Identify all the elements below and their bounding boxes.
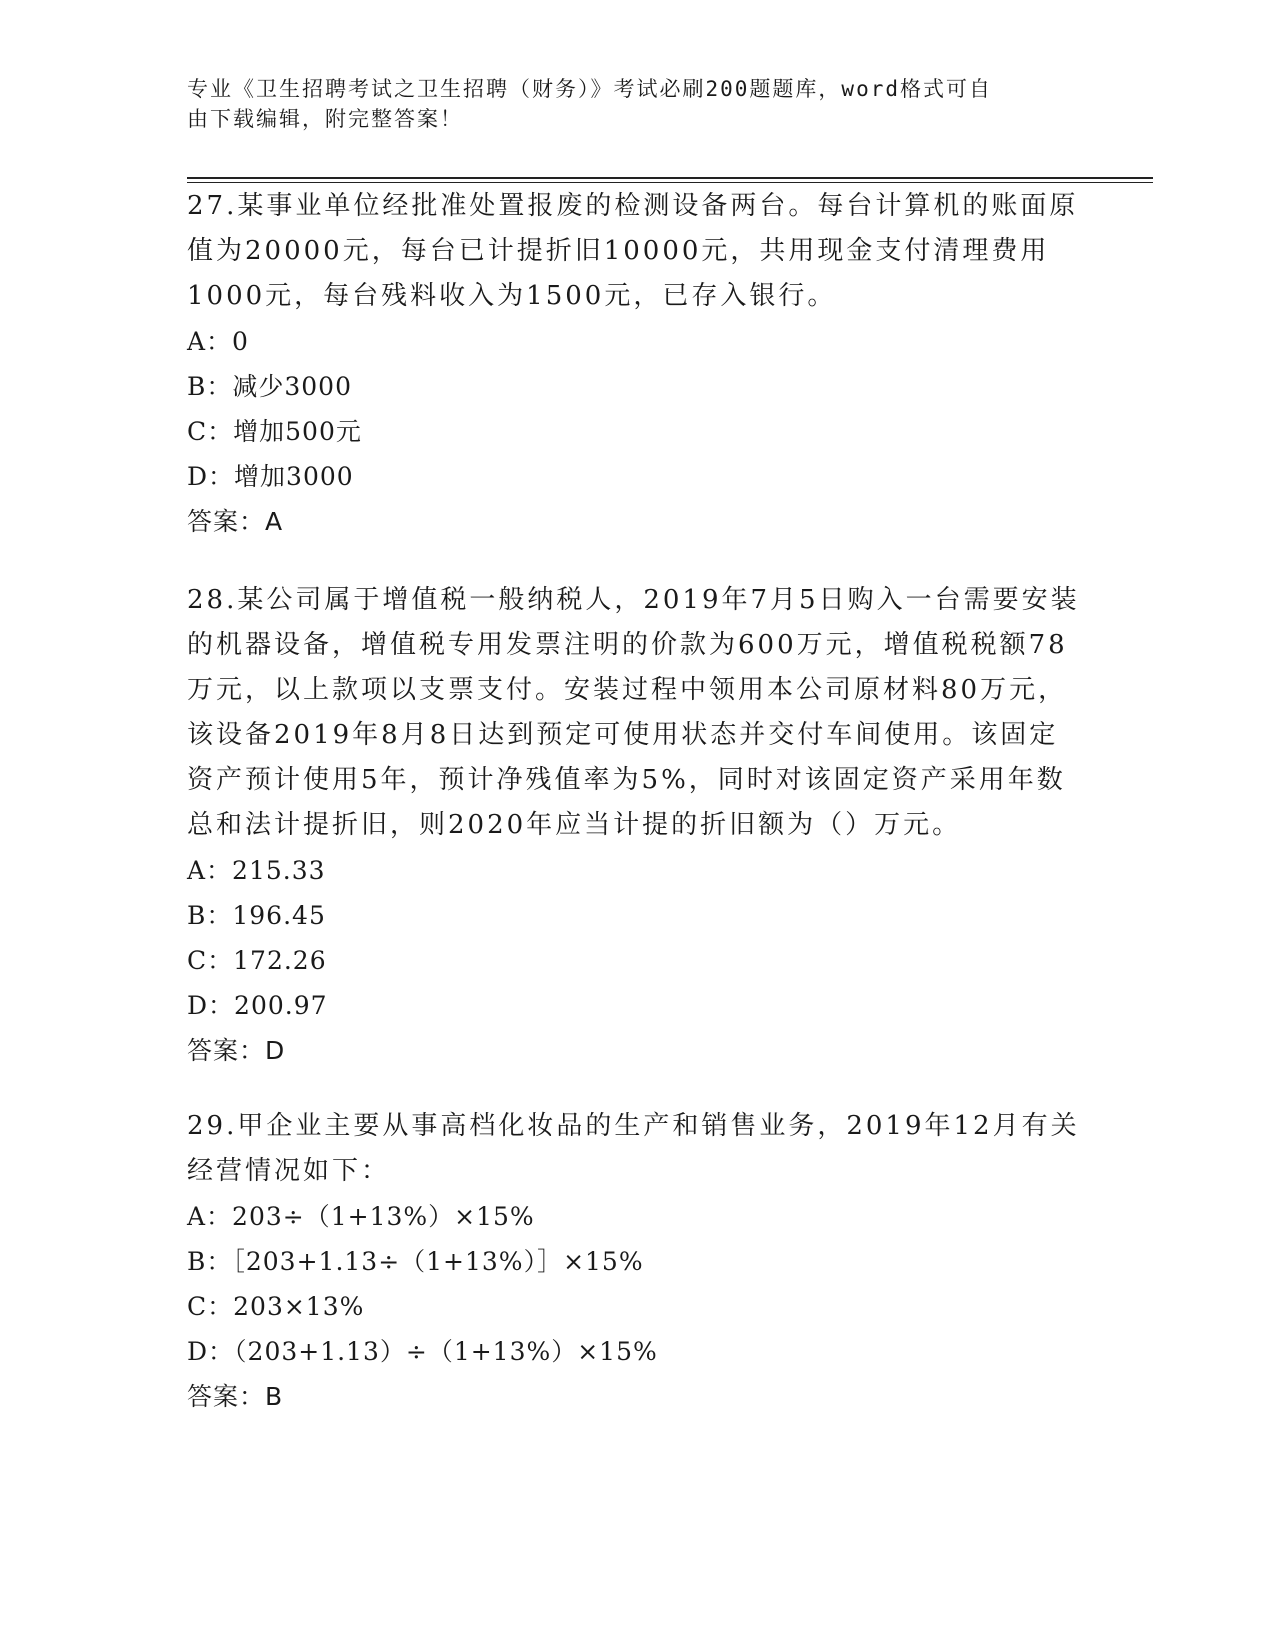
question-27 [187,184,1087,544]
question-stem-line: 总和法计提折旧，则2020年应当计提的折旧额为（）万元。 [187,810,962,840]
option-c: C：203×13% [187,1292,365,1321]
question-28 [187,578,1087,1073]
question-stem-line: 经营情况如下： [187,1156,391,1186]
answer-value: A [265,507,284,536]
option-b: B：［203+1.13÷（1+13%）］×15% [187,1247,644,1276]
option-c: C：增加500元 [187,417,362,446]
document-header [187,74,1067,134]
answer-label: 答案： [187,1382,266,1411]
answer-value: D [265,1036,286,1065]
answer-label: 答案： [187,507,266,536]
question-stem-line: 值为20000元，每台已计提折旧10000元，共用现金支付清理费用 [187,236,1050,266]
question-stem-line: 29.甲企业主要从事高档化妆品的生产和销售业务，2019年12月有关 [187,1111,1080,1141]
option-a: A：203÷（1+13%）×15% [187,1202,535,1231]
answer-line [187,1028,1087,1073]
question-stem-line: 资产预计使用5年，预计净残值率为5%，同时对该固定资产采用年数 [187,765,1066,795]
option-a: A：0 [187,327,249,356]
option-d: D：增加3000 [187,462,354,491]
option-d: D：200.97 [187,991,328,1020]
header-rule-thick [187,177,1153,179]
question-stem-line: 该设备2019年8月8日达到预定可使用状态并交付车间使用。该固定 [187,720,1059,750]
answer-value: B [265,1382,284,1411]
answer-line [187,499,1087,544]
answer-label: 答案： [187,1036,266,1065]
question-stem-line: 的机器设备，增值税专用发票注明的价款为600万元，增值税税额78 [187,630,1068,660]
option-d: D：（203+1.13）÷（1+13%）×15% [187,1337,658,1366]
question-29 [187,1104,1087,1419]
option-a: A：215.33 [187,856,326,885]
header-line-2: 由下载编辑，附完整答案！ [187,107,463,131]
header-rule-thin [187,182,1153,183]
answer-line [187,1374,1087,1419]
question-stem-line: 28.某公司属于增值税一般纳税人，2019年7月5日购入一台需要安装 [187,585,1080,615]
question-stem-line: 1000元，每台残料收入为1500元，已存入银行。 [187,281,837,311]
option-c: C：172.26 [187,946,327,975]
option-b: B：196.45 [187,901,326,930]
header-line-1: 专业《卫生招聘考试之卫生招聘（财务）》考试必刷200题题库，word格式可自 [187,77,992,101]
question-stem-line: 万元，以上款项以支票支付。安装过程中领用本公司原材料80万元， [187,675,1068,705]
question-stem-line: 27.某事业单位经批准处置报废的检测设备两台。每台计算机的账面原 [187,191,1079,221]
option-b: B：减少3000 [187,372,352,401]
